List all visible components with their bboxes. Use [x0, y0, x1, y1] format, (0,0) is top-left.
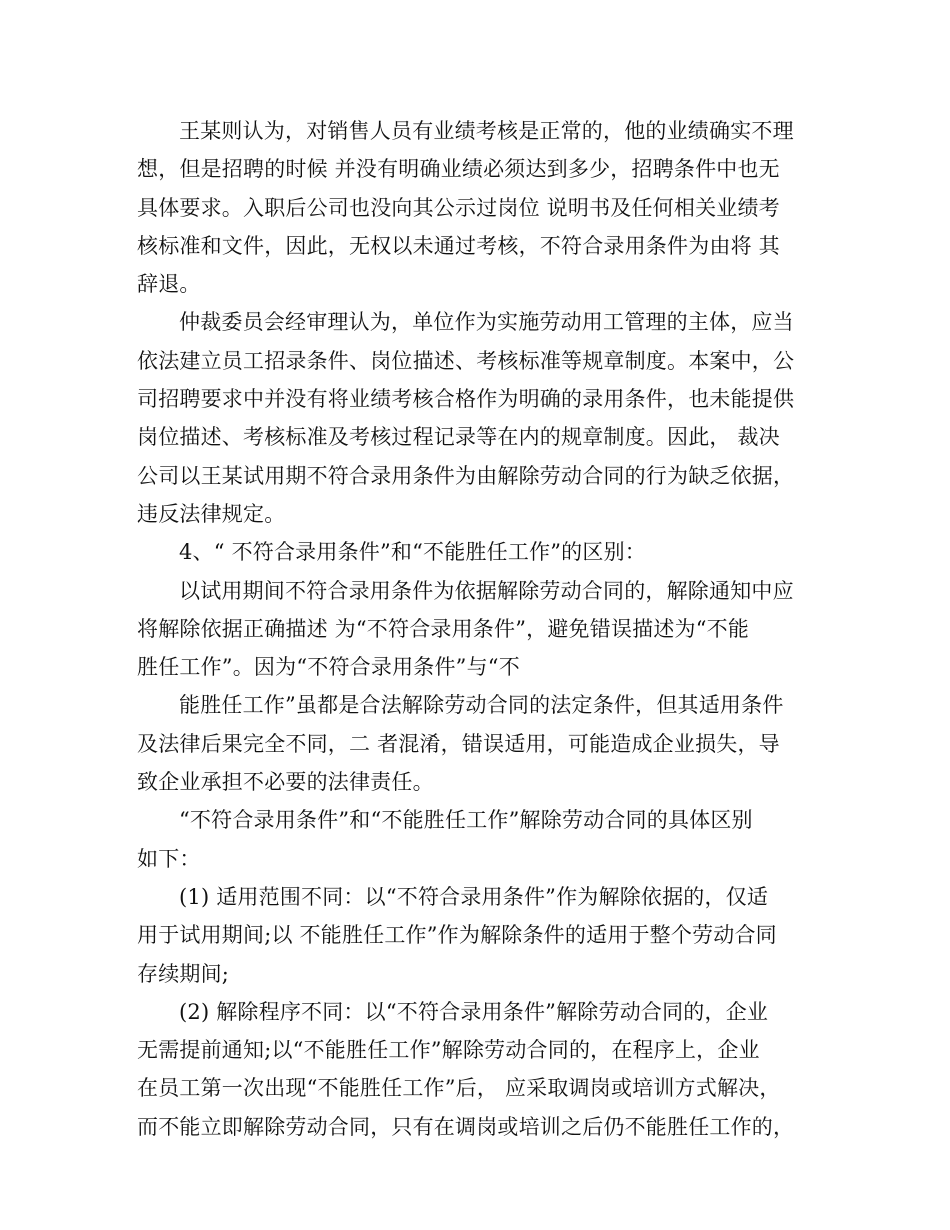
text-line: 胜任工作”。因为“不符合录用条件”与“不 — [137, 655, 520, 680]
text-line: 仲裁委员会经审理认为，单位作为实施劳动用工管理的主体，应当 — [179, 310, 794, 335]
text-line: 公司以王某试用期不符合录用条件为由解除劳动合同的行为缺乏依据， — [137, 463, 795, 488]
document-body — [137, 112, 817, 1146]
text-line: 岗位描述、考核标准及考核过程记录等在内的规章制度。因此， 裁决 — [137, 425, 780, 450]
text-line: 想，但是招聘的时候 并没有明确业绩必须达到多少，招聘条件中也无 — [137, 157, 780, 182]
text-line: 王某则认为，对销售人员有业绩考核是正常的，他的业绩确实不理 — [179, 119, 794, 143]
text-line: 将解除依据正确描述 为“不符合录用条件”，避免错误描述为“不能 — [137, 616, 750, 641]
list-item: (1) 适用范围不同：以“不符合录用条件”作为解除依据的，仅适 — [179, 884, 769, 909]
text-line: 及法律后果完全不同，二 者混淆，错误适用，可能造成企业损失，导 — [137, 731, 780, 756]
text-line: 具体要求。入职后公司也没向其公示过岗位 说明书及任何相关业绩考 — [137, 195, 780, 220]
text-line: 存续期间; — [137, 961, 230, 986]
text-line: 用于试用期间;以 不能胜任工作”作为解除条件的适用于整个劳动合同 — [137, 923, 777, 948]
text-line: 依法建立员工招录条件、岗位描述、考核标准等规章制度。本案中，公 — [137, 348, 795, 373]
text-line: 以试用期间不符合录用条件为依据解除劳动合同的，解除通知中应 — [179, 578, 794, 603]
text-line: “不符合录用条件”和“不能胜任工作”解除劳动合同的具体区别 — [179, 808, 753, 833]
text-line: 在员工第一次出现“不能胜任工作”后， 应采取调岗或培训方式解决， — [137, 1076, 781, 1101]
text-line: 违反法律规定。 — [137, 501, 286, 526]
text-line: 无需提前通知;以“不能胜任工作”解除劳动合同的，在程序上，企业 — [137, 1038, 760, 1063]
list-item: (2) 解除程序不同：以“不符合录用条件”解除劳动合同的，企业 — [179, 999, 769, 1024]
text-line: 司招聘要求中并没有将业绩考核合格作为明确的录用条件，也未能提供 — [137, 387, 795, 412]
section-heading: 4、“ 不符合录用条件”和“不能胜任工作”的区别： — [179, 540, 646, 565]
text-line: 能胜任工作”虽都是合法解除劳动合同的法定条件，但其适用条件 — [179, 693, 784, 718]
text-line: 核标准和文件，因此，无权以未通过考核，不符合录用条件为由将 其 — [137, 233, 780, 258]
text-line: 辞退。 — [137, 272, 201, 297]
text-line: 致企业承担不必要的法律责任。 — [137, 770, 434, 795]
text-line: 而不能立即解除劳动合同，只有在调岗或培训之后仍不能胜任工作的， — [137, 1114, 795, 1139]
text-line: 如下： — [137, 846, 201, 871]
